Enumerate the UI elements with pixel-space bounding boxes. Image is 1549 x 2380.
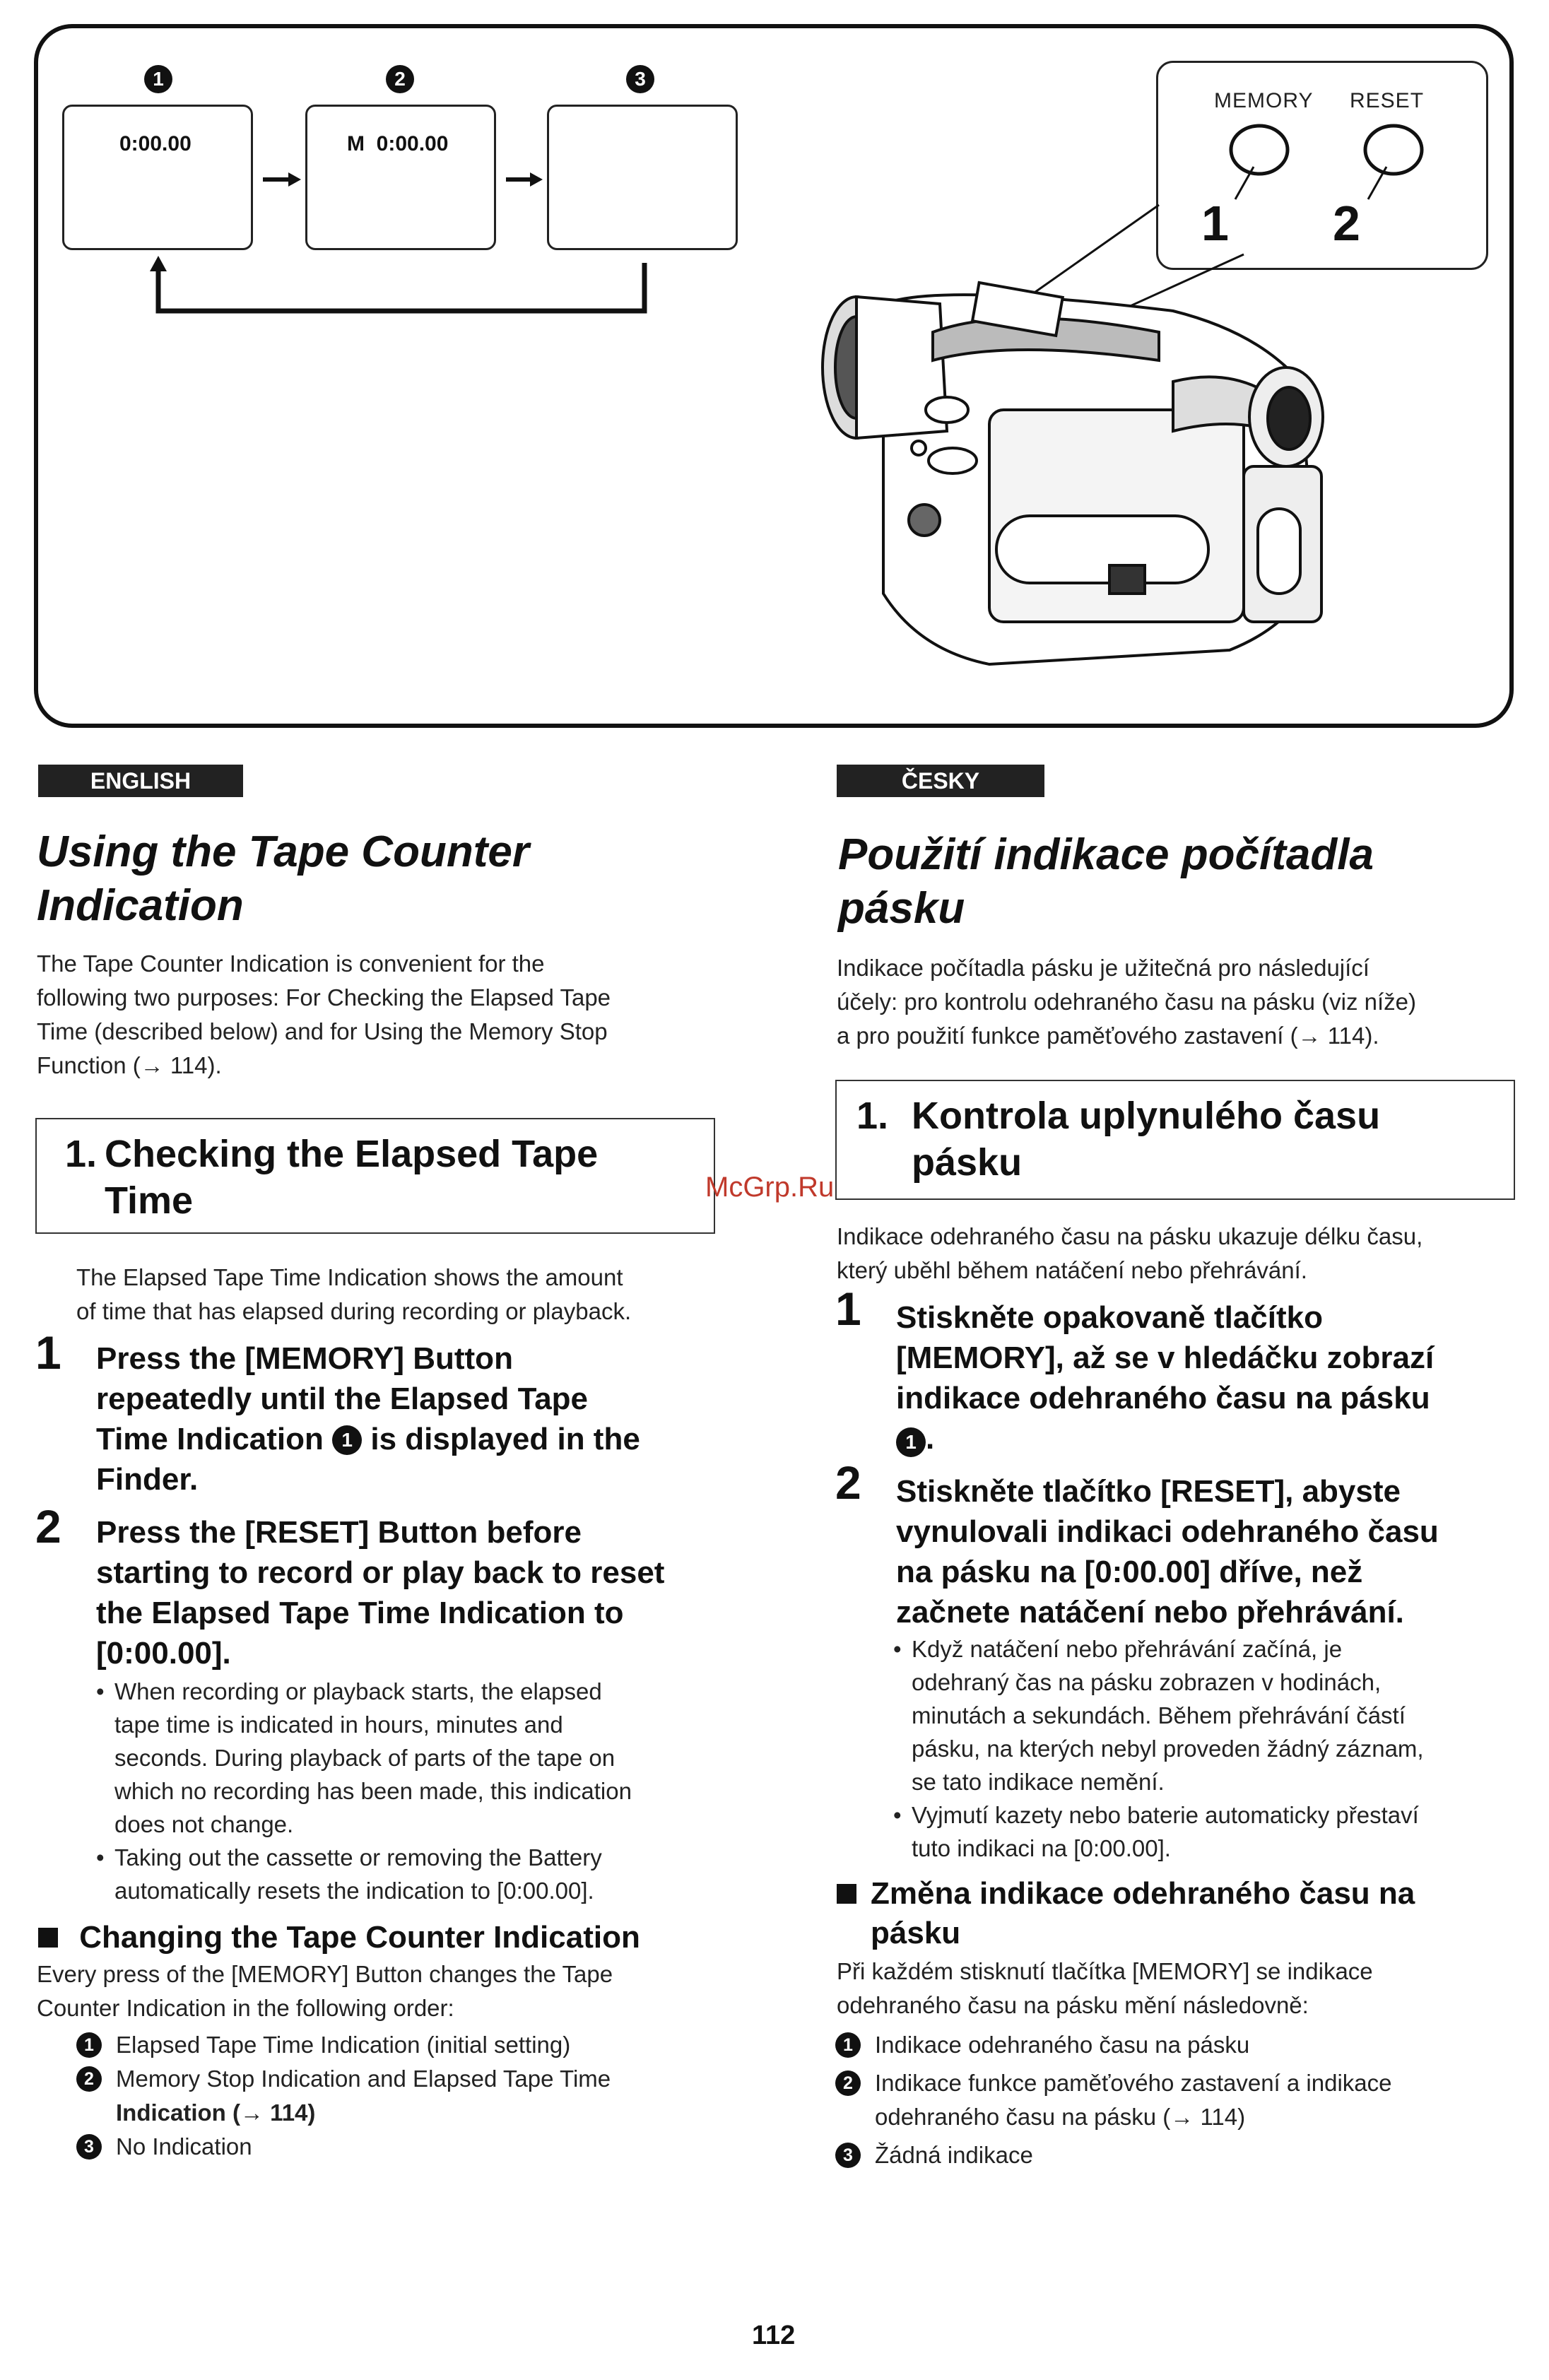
text-line: minutách a sekundách. Během přehrávání částí xyxy=(912,1702,1406,1728)
step-1-english xyxy=(96,1338,718,1500)
indicator-order-list-english xyxy=(76,2028,712,2164)
text-line: odehraný čas na pásku zobrazen v hodinách, xyxy=(912,1669,1382,1695)
list-item xyxy=(76,2130,712,2164)
step-line: Press the [RESET] Button before xyxy=(96,1515,582,1550)
bullet-list-czech xyxy=(893,1632,1522,1865)
right-arrow-icon xyxy=(506,172,543,187)
text-line: tape time is indicated in hours, minutes and xyxy=(114,1712,563,1738)
watermark: McGrp.Ru xyxy=(705,1172,835,1203)
text-line: Counter Indication in the following order: xyxy=(37,1995,454,2021)
text-line: following two purposes: For Checking the Elapsed Tape xyxy=(37,984,611,1011)
section-description-czech xyxy=(837,1220,1522,1288)
list-item xyxy=(835,2066,1514,2134)
step-line: na pásku na [0:00.00] dříve, než xyxy=(896,1555,1363,1589)
loop-back-arrow-icon xyxy=(150,256,644,311)
step-line: [MEMORY], až se v hledáčku zobrazí xyxy=(896,1341,1435,1375)
indicator-1-badge: 1 xyxy=(896,1427,926,1457)
text-line: Function (→ 114). xyxy=(37,1052,222,1078)
bullet-item xyxy=(893,1632,1522,1798)
title-line: Použití indikace počítadla xyxy=(838,830,1374,879)
bullet-dot-icon: • xyxy=(893,1802,902,1828)
list-item xyxy=(76,2028,712,2062)
step-number-english-1: 1 xyxy=(35,1326,61,1379)
text-line: automatically resets the indication to [0:00.00]. xyxy=(114,1878,594,1904)
title-line: Using the Tape Counter xyxy=(37,827,529,876)
title-line: Indication xyxy=(37,881,244,930)
reset-button-number: 2 xyxy=(1333,196,1360,251)
section-number-czech: 1. xyxy=(856,1095,889,1137)
section-title-line: pásku xyxy=(912,1141,1023,1184)
camcorder-illustration xyxy=(777,198,1498,707)
text-line: tuto indikaci na [0:00.00]. xyxy=(912,1835,1171,1861)
square-bullet-icon xyxy=(38,1928,58,1948)
text-line: Taking out the cassette or removing the Battery xyxy=(114,1844,602,1871)
text-line: which no recording has been made, this indication xyxy=(114,1778,632,1804)
text-line: does not change. xyxy=(114,1811,294,1837)
memory-button-number: 1 xyxy=(1201,196,1229,251)
bullet-dot-icon: • xyxy=(96,1678,105,1704)
title-line: pásku xyxy=(838,884,965,933)
sub-heading-english xyxy=(38,1918,717,1957)
step-1-czech xyxy=(896,1297,1518,1459)
step-line: starting to record or play back to reset xyxy=(96,1555,665,1590)
text-line: Vyjmutí kazety nebo baterie automaticky přestaví xyxy=(912,1802,1419,1828)
list-number-badge: 1 xyxy=(835,2032,861,2058)
square-bullet-icon xyxy=(837,1884,856,1904)
text-line: Elapsed Tape Time Indication (initial setting) xyxy=(116,2032,571,2058)
sequence-arrows xyxy=(0,0,777,332)
text-line: Indikace odehraného času na pásku ukazuje délku času, xyxy=(837,1223,1423,1249)
sub-description-english xyxy=(37,1957,715,2025)
step-line: Stiskněte tlačítko [RESET], abyste xyxy=(896,1474,1401,1509)
step-line-part: is displayed in the xyxy=(370,1422,640,1456)
bullet-item xyxy=(96,1675,718,1841)
step-number-badge: 1 xyxy=(144,65,172,93)
text-line: a pro použití funkce paměťového zastavení (→ 114). xyxy=(837,1023,1379,1049)
page-title-english xyxy=(37,825,701,933)
step-line: začnete natáčení nebo přehrávání. xyxy=(896,1595,1404,1630)
intro-paragraph-english xyxy=(37,947,715,1083)
memory-button-icon xyxy=(1231,126,1288,174)
section-number-english: 1. xyxy=(65,1133,98,1175)
step-line: Press the [MEMORY] Button xyxy=(96,1341,513,1376)
bullet-item xyxy=(96,1841,718,1907)
text-line: účely: pro kontrolu odehraného času na pásku (viz níže) xyxy=(837,989,1416,1015)
text-line: Time (described below) and for Using the Memory Stop xyxy=(37,1018,608,1044)
text-line: Když natáčení nebo přehrávání začíná, je xyxy=(912,1636,1343,1662)
step-2-czech xyxy=(896,1471,1518,1632)
text-line: se tato indikace nemění. xyxy=(912,1769,1165,1795)
page-number: 112 xyxy=(752,2321,796,2350)
language-tag-english: ENGLISH xyxy=(38,765,243,797)
screen-2-text: M 0:00.00 xyxy=(347,132,449,155)
sub-description-czech xyxy=(837,1955,1515,2022)
page-title-czech xyxy=(838,828,1516,936)
text-line: pásku, na kterých nebyl proveden žádný záznam, xyxy=(912,1736,1424,1762)
language-tag-czech: ČESKY xyxy=(837,765,1044,797)
intro-paragraph-czech xyxy=(837,951,1515,1053)
step-line: [0:00.00]. xyxy=(96,1636,231,1671)
bullet-item xyxy=(893,1798,1522,1865)
text-line: No Indication xyxy=(116,2133,252,2160)
step-line: repeatedly until the Elapsed Tape xyxy=(96,1382,589,1416)
text-line: Žádná indikace xyxy=(875,2142,1033,2168)
text-line: The Tape Counter Indication is convenient for the xyxy=(37,950,545,977)
step-line: Stiskněte opakovaně tlačítko xyxy=(896,1300,1323,1335)
step-line: vynulovali indikaci odehraného času xyxy=(896,1514,1439,1549)
text-line: The Elapsed Tape Time Indication shows the amount xyxy=(76,1264,623,1290)
text-line: Indikace odehraného času na pásku xyxy=(875,2032,1250,2058)
bullet-dot-icon: • xyxy=(893,1636,902,1662)
list-number-badge: 2 xyxy=(835,2070,861,2096)
camcorder-icon xyxy=(823,283,1323,664)
list-number-badge: 3 xyxy=(835,2143,861,2168)
section-description-english xyxy=(76,1261,719,1329)
sub-heading-czech xyxy=(837,1874,1515,1953)
step-line: indikace odehraného času na pásku xyxy=(896,1381,1430,1415)
sub-heading-text: Changing the Tape Counter Indication xyxy=(79,1920,640,1955)
reset-button-icon xyxy=(1365,126,1422,174)
text-line: seconds. During playback of parts of the tape on xyxy=(114,1745,616,1771)
right-arrow-icon xyxy=(263,172,301,187)
sub-heading-text: pásku xyxy=(871,1916,961,1950)
step-line xyxy=(96,1419,718,1459)
list-item xyxy=(835,2028,1514,2062)
memory-label: MEMORY xyxy=(1214,89,1314,112)
step-number-badge: 2 xyxy=(386,65,414,93)
text-line: Indikace počítadla pásku je užitečná pro následující xyxy=(837,955,1370,981)
screen-1-text: 0:00.00 xyxy=(119,132,192,155)
sub-heading-text: Změna indikace odehraného času na xyxy=(871,1876,1415,1911)
step-number-english-2: 2 xyxy=(35,1500,61,1553)
text-line: Indication (→ 114) xyxy=(116,2099,316,2126)
step-2-english xyxy=(96,1512,718,1673)
step-line: the Elapsed Tape Time Indication to xyxy=(96,1596,624,1630)
text-line: odehraného času na pásku mění následovně: xyxy=(837,1992,1309,2018)
step-number-czech-2: 2 xyxy=(835,1456,861,1509)
text-line: Every press of the [MEMORY] Button changes the Tape xyxy=(37,1961,613,1987)
step-line-part: Time Indication xyxy=(96,1422,324,1456)
text-line: Memory Stop Indication and Elapsed Tape Time xyxy=(116,2066,611,2092)
indicator-order-list-czech xyxy=(835,2028,1514,2172)
section-title-line: Checking the Elapsed Tape xyxy=(105,1133,599,1175)
bullet-dot-icon: • xyxy=(96,1844,105,1871)
bullet-list-english xyxy=(96,1675,718,1907)
step-line: Finder. xyxy=(96,1462,199,1497)
step-number-czech-1: 1 xyxy=(835,1283,861,1335)
reset-label: RESET xyxy=(1350,89,1425,112)
indicator-1-badge: 1 xyxy=(332,1425,362,1455)
section-title-line: Time xyxy=(105,1179,194,1222)
list-item xyxy=(76,2062,712,2130)
list-number-badge: 2 xyxy=(76,2066,102,2092)
step-line: 1 . xyxy=(896,1418,1518,1459)
list-number-badge: 3 xyxy=(76,2134,102,2160)
text-line: který uběhl během natáčení nebo přehrávání. xyxy=(837,1257,1307,1283)
section-title-line: Kontrola uplynulého času xyxy=(912,1095,1381,1137)
list-number-badge: 1 xyxy=(76,2032,102,2058)
list-item xyxy=(835,2138,1514,2172)
section-title-czech xyxy=(912,1092,1505,1186)
text-line: of time that has elapsed during recording or playback. xyxy=(76,1298,632,1324)
step-number-badge: 3 xyxy=(626,65,654,93)
text-line: When recording or playback starts, the elapsed xyxy=(114,1678,602,1704)
section-title-english xyxy=(105,1131,712,1224)
text-line: odehraného času na pásku (→ 114) xyxy=(875,2104,1246,2130)
text-line: Při každém stisknutí tlačítka [MEMORY] se indikace xyxy=(837,1958,1373,1984)
text-line: Indikace funkce paměťového zastavení a indikace xyxy=(875,2070,1392,2096)
